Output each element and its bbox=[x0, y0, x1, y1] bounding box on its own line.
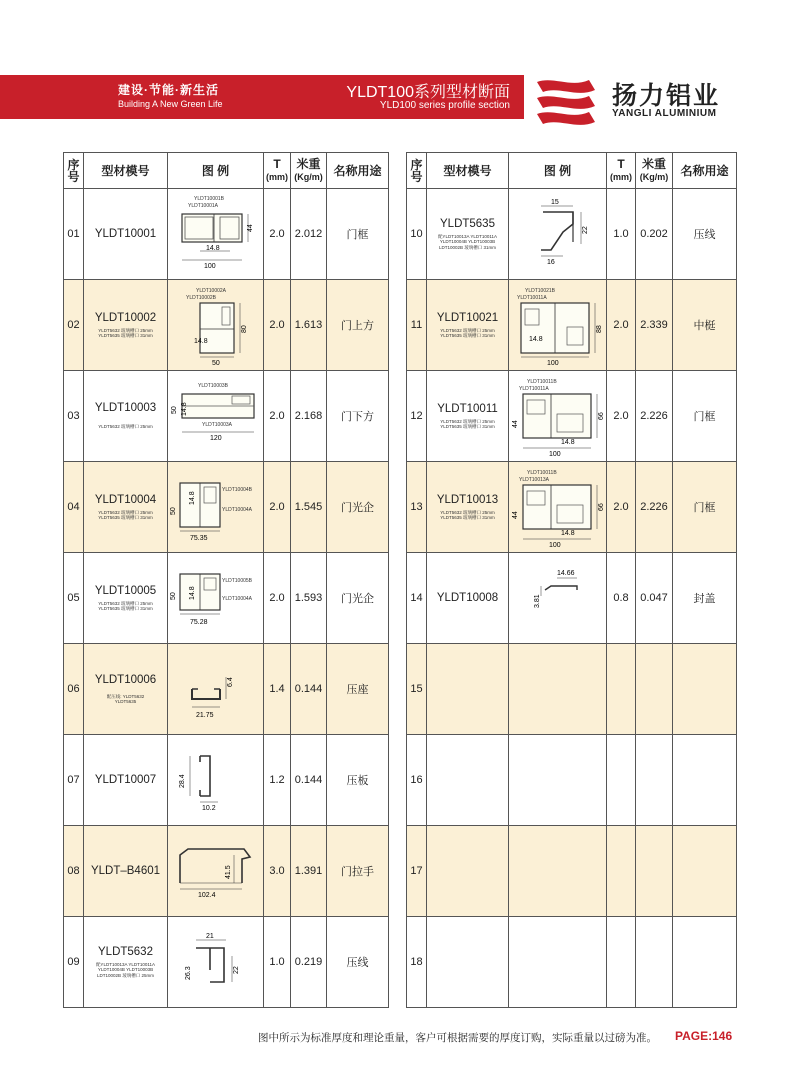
row-seq: 10 bbox=[407, 189, 427, 280]
profile-diagram-03 bbox=[170, 374, 262, 458]
table-row bbox=[64, 826, 389, 917]
col-use-header: 名称用途 bbox=[673, 153, 737, 189]
company-logo-icon bbox=[533, 74, 603, 130]
slogan-en: Building A New Green Life bbox=[118, 99, 223, 109]
svg-text:YLDT10011B: YLDT10011B bbox=[526, 470, 557, 476]
row-thickness: 2.0 bbox=[264, 189, 291, 280]
table-row bbox=[64, 553, 389, 644]
row-seq: 04 bbox=[64, 462, 84, 553]
page-number: PAGE:146 bbox=[675, 1029, 733, 1043]
row-diagram bbox=[509, 735, 607, 826]
col-diagram-header: 图 例 bbox=[168, 153, 264, 189]
svg-text:YLDT10002B: YLDT10002B bbox=[185, 295, 216, 301]
table-row bbox=[407, 462, 737, 553]
table-row bbox=[407, 553, 737, 644]
profile-diagram-08 bbox=[170, 829, 262, 913]
row-seq: 18 bbox=[407, 917, 427, 1008]
row-thickness: 2.0 bbox=[607, 462, 636, 553]
profile-diagram-06 bbox=[170, 647, 262, 731]
row-seq: 12 bbox=[407, 371, 427, 462]
row-use bbox=[673, 917, 737, 1008]
row-diagram bbox=[509, 462, 607, 553]
row-thickness bbox=[607, 735, 636, 826]
row-use bbox=[673, 735, 737, 826]
row-model: YLDT10006 配压线: YLDT5632 YLDT5635 bbox=[84, 644, 168, 735]
svg-text:YLDT10011B: YLDT10011B bbox=[526, 379, 557, 385]
row-weight bbox=[636, 644, 673, 735]
profile-diagram-02 bbox=[170, 283, 262, 367]
row-thickness: 2.0 bbox=[264, 553, 291, 644]
svg-text:75.28: 75.28 bbox=[189, 619, 208, 626]
svg-text:50: 50 bbox=[211, 360, 220, 367]
col-t-header: T (mm) bbox=[607, 153, 636, 189]
row-use: 压线 bbox=[673, 189, 737, 280]
row-weight: 1.391 bbox=[291, 826, 327, 917]
svg-text:44: 44 bbox=[511, 420, 519, 428]
row-seq: 17 bbox=[407, 826, 427, 917]
row-diagram bbox=[168, 280, 264, 371]
slogan-cn: 建设·节能·新生活 bbox=[118, 83, 219, 97]
row-use: 门框 bbox=[673, 371, 737, 462]
svg-text:YLDT10001B: YLDT10001B bbox=[193, 196, 224, 202]
table-header bbox=[64, 153, 389, 189]
row-model: YLDT10021 YLDT5632 玻璃槽口 25mm YLDT5635 玻璃槽口 31mm bbox=[427, 280, 509, 371]
svg-text:66: 66 bbox=[597, 503, 605, 511]
company-name-cn: 扬力铝业 bbox=[612, 82, 721, 110]
svg-text:15: 15 bbox=[550, 199, 559, 206]
svg-text:50: 50 bbox=[169, 507, 177, 515]
svg-text:6.4: 6.4 bbox=[226, 677, 234, 687]
row-seq: 16 bbox=[407, 735, 427, 826]
row-diagram bbox=[168, 826, 264, 917]
svg-text:YLDT10021B: YLDT10021B bbox=[524, 288, 555, 294]
row-use: 门框 bbox=[327, 189, 389, 280]
row-weight: 0.047 bbox=[636, 553, 673, 644]
col-weight-header: 米重 (Kg/m) bbox=[636, 153, 673, 189]
row-model: YLDT10002 YLDT5632 玻璃槽口 25mm YLDT5635 玻璃槽口 31mm bbox=[84, 280, 168, 371]
row-seq: 02 bbox=[64, 280, 84, 371]
profile-table-left bbox=[63, 152, 389, 1008]
row-model: YLDT10004 YLDT5632 玻璃槽口 25mm YLDT5635 玻璃槽口 31mm bbox=[84, 462, 168, 553]
page-subtitle: YLD100 series profile section bbox=[379, 100, 510, 111]
svg-text:22: 22 bbox=[232, 966, 240, 974]
table-row bbox=[64, 280, 389, 371]
row-seq: 15 bbox=[407, 644, 427, 735]
row-use: 压座 bbox=[327, 644, 389, 735]
row-diagram bbox=[509, 917, 607, 1008]
row-model bbox=[427, 917, 509, 1008]
svg-text:44: 44 bbox=[246, 224, 254, 232]
row-thickness: 2.0 bbox=[264, 280, 291, 371]
row-weight: 2.012 bbox=[291, 189, 327, 280]
page-title: YLDT100系列型材断面 bbox=[346, 84, 510, 101]
row-thickness: 2.0 bbox=[264, 462, 291, 553]
svg-text:YLDT10002A: YLDT10002A bbox=[195, 288, 226, 294]
row-seq: 06 bbox=[64, 644, 84, 735]
table-row bbox=[64, 462, 389, 553]
row-use bbox=[673, 826, 737, 917]
svg-text:16: 16 bbox=[546, 259, 555, 266]
svg-text:YLDT10003B: YLDT10003B bbox=[197, 383, 228, 389]
row-seq: 14 bbox=[407, 553, 427, 644]
row-use: 门上方 bbox=[327, 280, 389, 371]
svg-text:14.8: 14.8 bbox=[188, 491, 196, 505]
col-t-header: T (mm) bbox=[264, 153, 291, 189]
profile-diagram-11 bbox=[511, 283, 605, 367]
row-diagram bbox=[509, 644, 607, 735]
table-row bbox=[407, 189, 737, 280]
row-seq: 08 bbox=[64, 826, 84, 917]
row-weight: 2.226 bbox=[636, 371, 673, 462]
svg-text:100: 100 bbox=[546, 360, 559, 367]
row-use bbox=[673, 644, 737, 735]
row-thickness: 2.0 bbox=[607, 371, 636, 462]
row-use: 门拉手 bbox=[327, 826, 389, 917]
row-thickness: 2.0 bbox=[607, 280, 636, 371]
row-thickness: 1.2 bbox=[264, 735, 291, 826]
row-model bbox=[427, 826, 509, 917]
row-model: YLDT–B4601 bbox=[84, 826, 168, 917]
svg-text:14.8: 14.8 bbox=[180, 402, 188, 416]
row-seq: 01 bbox=[64, 189, 84, 280]
table-row bbox=[64, 917, 389, 1008]
row-weight bbox=[636, 917, 673, 1008]
row-thickness: 3.0 bbox=[264, 826, 291, 917]
svg-text:YLDT10013A: YLDT10013A bbox=[518, 477, 549, 483]
svg-text:14.8: 14.8 bbox=[193, 338, 208, 345]
row-weight: 1.545 bbox=[291, 462, 327, 553]
profile-diagram-13 bbox=[511, 465, 605, 549]
profile-table-right bbox=[406, 152, 737, 1008]
profile-diagram-05 bbox=[170, 556, 262, 640]
col-weight-header: 米重 (Kg/m) bbox=[291, 153, 327, 189]
row-diagram bbox=[509, 826, 607, 917]
row-diagram bbox=[168, 189, 264, 280]
row-model bbox=[427, 735, 509, 826]
row-diagram bbox=[168, 735, 264, 826]
row-use: 门框 bbox=[673, 462, 737, 553]
svg-text:10.2: 10.2 bbox=[201, 805, 216, 812]
row-weight: 2.168 bbox=[291, 371, 327, 462]
row-weight: 2.226 bbox=[636, 462, 673, 553]
table-row bbox=[64, 189, 389, 280]
svg-text:YLDT10011A: YLDT10011A bbox=[518, 386, 549, 392]
svg-text:YLDT10004A: YLDT10004A bbox=[221, 596, 252, 602]
row-seq: 13 bbox=[407, 462, 427, 553]
row-thickness: 1.4 bbox=[264, 644, 291, 735]
col-model-header: 型材模号 bbox=[427, 153, 509, 189]
row-thickness bbox=[607, 644, 636, 735]
table-row bbox=[407, 917, 737, 1008]
row-diagram bbox=[509, 189, 607, 280]
row-model: YLDT10011 YLDT5632 玻璃槽口 25mm YLDT5635 玻璃槽口 31mm bbox=[427, 371, 509, 462]
row-weight bbox=[636, 735, 673, 826]
table-row bbox=[407, 826, 737, 917]
row-thickness: 0.8 bbox=[607, 553, 636, 644]
row-diagram bbox=[168, 917, 264, 1008]
company-name-en: YANGLI ALUMINIUM bbox=[612, 108, 717, 119]
svg-text:28.4: 28.4 bbox=[178, 774, 186, 788]
table-header bbox=[407, 153, 737, 189]
row-diagram bbox=[168, 553, 264, 644]
row-weight: 1.613 bbox=[291, 280, 327, 371]
col-diagram-header: 图 例 bbox=[509, 153, 607, 189]
svg-text:14.8: 14.8 bbox=[528, 336, 543, 343]
svg-text:21.75: 21.75 bbox=[195, 712, 214, 719]
row-weight: 0.202 bbox=[636, 189, 673, 280]
svg-text:14.8: 14.8 bbox=[560, 530, 575, 537]
svg-text:26.3: 26.3 bbox=[184, 966, 192, 980]
svg-text:44: 44 bbox=[511, 511, 519, 519]
col-seq-header: 序号 bbox=[64, 153, 84, 189]
row-diagram bbox=[168, 371, 264, 462]
col-seq-header: 序号 bbox=[407, 153, 427, 189]
svg-text:3.81: 3.81 bbox=[533, 594, 541, 608]
row-diagram bbox=[509, 553, 607, 644]
svg-text:50: 50 bbox=[169, 592, 177, 600]
row-diagram bbox=[168, 462, 264, 553]
svg-text:14.8: 14.8 bbox=[205, 245, 220, 252]
row-seq: 05 bbox=[64, 553, 84, 644]
svg-text:75.35: 75.35 bbox=[189, 535, 208, 542]
svg-text:YLDT10003A: YLDT10003A bbox=[201, 422, 232, 428]
svg-text:YLDT10001A: YLDT10001A bbox=[187, 203, 218, 209]
svg-text:41.5: 41.5 bbox=[224, 865, 232, 879]
row-model: YLDT10013 YLDT5632 玻璃槽口 25mm YLDT5635 玻璃槽口 31mm bbox=[427, 462, 509, 553]
footer-note: 图中所示为标准厚度和理论重量，客户可根据需要的厚度订购，实际重量以过磅为准。 bbox=[258, 1032, 657, 1044]
row-weight: 2.339 bbox=[636, 280, 673, 371]
row-thickness: 2.0 bbox=[264, 371, 291, 462]
row-model: YLDT10008 bbox=[427, 553, 509, 644]
row-seq: 11 bbox=[407, 280, 427, 371]
svg-text:100: 100 bbox=[203, 263, 216, 270]
table-row bbox=[407, 735, 737, 826]
row-use: 门下方 bbox=[327, 371, 389, 462]
row-seq: 09 bbox=[64, 917, 84, 1008]
row-thickness bbox=[607, 826, 636, 917]
row-diagram bbox=[509, 371, 607, 462]
svg-text:66: 66 bbox=[597, 412, 605, 420]
svg-text:100: 100 bbox=[548, 451, 561, 458]
row-thickness: 1.0 bbox=[264, 917, 291, 1008]
row-weight: 1.593 bbox=[291, 553, 327, 644]
row-use: 压板 bbox=[327, 735, 389, 826]
svg-text:50: 50 bbox=[170, 406, 178, 414]
svg-text:14.66: 14.66 bbox=[556, 570, 575, 577]
profile-diagram-12 bbox=[511, 374, 605, 458]
row-model: YLDT5632 配YLDT10013A YLDT10011A YLDT10004B YLDT10003B LDT10002B 玻璃槽口 25mm bbox=[84, 917, 168, 1008]
table-row bbox=[64, 371, 389, 462]
row-model: YLDT10007 bbox=[84, 735, 168, 826]
row-weight: 0.219 bbox=[291, 917, 327, 1008]
svg-text:14.8: 14.8 bbox=[560, 439, 575, 446]
svg-text:YLDT10011A: YLDT10011A bbox=[516, 295, 547, 301]
row-use: 门光企 bbox=[327, 553, 389, 644]
table-row bbox=[64, 735, 389, 826]
table-row bbox=[64, 644, 389, 735]
row-weight bbox=[636, 826, 673, 917]
svg-text:YLDT10004B: YLDT10004B bbox=[221, 487, 252, 493]
row-weight: 0.144 bbox=[291, 735, 327, 826]
svg-text:YLDT10005B: YLDT10005B bbox=[221, 578, 252, 584]
profile-diagram-10 bbox=[511, 192, 605, 276]
row-model: YLDT5635 配YLDT10013A YLDT10011A YLDT10004B YLDT10003B LDT10002B 玻璃槽口 31mm bbox=[427, 189, 509, 280]
profile-diagram-07 bbox=[170, 738, 262, 822]
row-model bbox=[427, 644, 509, 735]
row-diagram bbox=[168, 644, 264, 735]
svg-text:102.4: 102.4 bbox=[197, 892, 216, 899]
table-row bbox=[407, 280, 737, 371]
svg-text:21: 21 bbox=[205, 933, 214, 940]
profile-diagram-14 bbox=[511, 556, 605, 640]
row-thickness bbox=[607, 917, 636, 1008]
col-use-header: 名称用途 bbox=[327, 153, 389, 189]
col-model-header: 型材模号 bbox=[84, 153, 168, 189]
svg-text:100: 100 bbox=[548, 542, 561, 549]
table-row bbox=[407, 371, 737, 462]
profile-diagram-09 bbox=[170, 920, 262, 1004]
svg-text:120: 120 bbox=[209, 435, 222, 442]
row-model: YLDT10001 bbox=[84, 189, 168, 280]
row-weight: 0.144 bbox=[291, 644, 327, 735]
table-row bbox=[407, 644, 737, 735]
svg-text:14.8: 14.8 bbox=[188, 586, 196, 600]
svg-text:22: 22 bbox=[581, 226, 589, 234]
row-seq: 07 bbox=[64, 735, 84, 826]
row-diagram bbox=[509, 280, 607, 371]
row-use: 封盖 bbox=[673, 553, 737, 644]
row-use: 中梃 bbox=[673, 280, 737, 371]
row-seq: 03 bbox=[64, 371, 84, 462]
row-model: YLDT10003 YLDT5632 玻璃槽口 25mm bbox=[84, 371, 168, 462]
row-model: YLDT10005 YLDT5632 玻璃槽口 25mm YLDT5635 玻璃槽口 31mm bbox=[84, 553, 168, 644]
profile-diagram-04 bbox=[170, 465, 262, 549]
row-use: 门光企 bbox=[327, 462, 389, 553]
svg-text:YLDT10004A: YLDT10004A bbox=[221, 507, 252, 513]
profile-diagram-01 bbox=[170, 192, 262, 276]
svg-text:88: 88 bbox=[595, 325, 603, 333]
svg-text:80: 80 bbox=[240, 325, 248, 333]
row-use: 压线 bbox=[327, 917, 389, 1008]
row-thickness: 1.0 bbox=[607, 189, 636, 280]
